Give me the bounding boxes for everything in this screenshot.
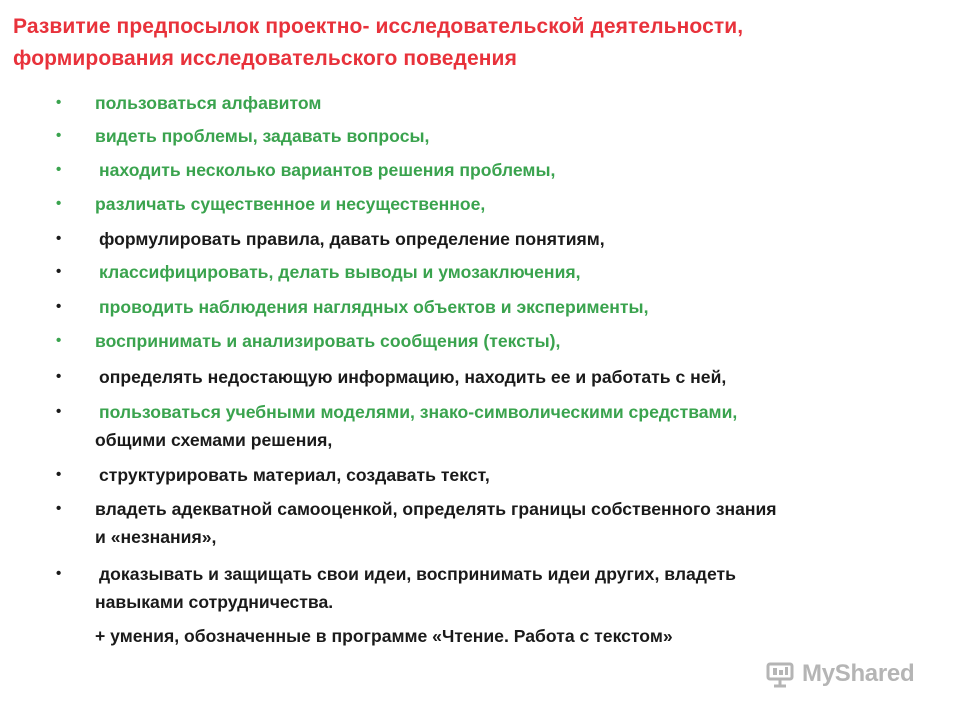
bullet: • xyxy=(56,94,62,111)
watermark-text: MyShared xyxy=(802,660,915,687)
bullet: • xyxy=(56,195,62,212)
watermark-logo xyxy=(764,658,924,690)
bullet: • xyxy=(56,403,62,420)
item-text: формулировать правила, давать определение понятиям, xyxy=(99,229,605,249)
bullet: • xyxy=(56,230,62,247)
item-text-continuation: навыками сотрудничества. xyxy=(95,592,334,612)
item-text: видеть проблемы, задавать вопросы, xyxy=(95,126,430,146)
title-line-2: формирования исследовательского поведения xyxy=(13,47,517,70)
item-text: структурировать материал, создавать текст, xyxy=(99,465,490,485)
bullet: • xyxy=(56,368,62,385)
bullet: • xyxy=(56,298,62,315)
item-text: + умения, обозначенные в программе «Чтение. Работа с текстом» xyxy=(95,626,673,646)
item-text: владеть адекватной самооценкой, определять границы собственного знания xyxy=(95,499,777,519)
item-text: проводить наблюдения наглядных объектов и эксперименты, xyxy=(99,297,649,317)
bullet: • xyxy=(56,127,62,144)
item-text: пользоваться учебными моделями, знако-символическими средствами, xyxy=(99,402,738,422)
item-text-continuation: и «незнания», xyxy=(95,527,217,547)
bullet: • xyxy=(56,161,62,178)
item-text: пользоваться алфавитом xyxy=(95,93,322,113)
presentation-board-icon xyxy=(764,658,796,690)
item-text: воспринимать и анализировать сообщения (тексты), xyxy=(95,331,561,351)
bullet: • xyxy=(56,332,62,349)
bullet: • xyxy=(56,565,62,582)
item-text: доказывать и защищать свои идеи, воспринимать идеи других, владеть xyxy=(99,564,736,584)
item-text: различать существенное и несущественное, xyxy=(95,194,486,214)
title-line-1: Развитие предпосылок проектно- исследовательской деятельности, xyxy=(13,15,744,38)
bullet: • xyxy=(56,466,62,483)
slide-title xyxy=(13,11,943,75)
item-text: определять недостающую информацию, находить ее и работать с ней, xyxy=(99,367,727,387)
item-text: классифицировать, делать выводы и умозаключения, xyxy=(99,262,581,282)
item-text: находить несколько вариантов решения проблемы, xyxy=(99,160,556,180)
item-text-continuation: общими схемами решения, xyxy=(95,430,333,450)
bullet: • xyxy=(56,500,62,517)
bullet: • xyxy=(56,263,62,280)
